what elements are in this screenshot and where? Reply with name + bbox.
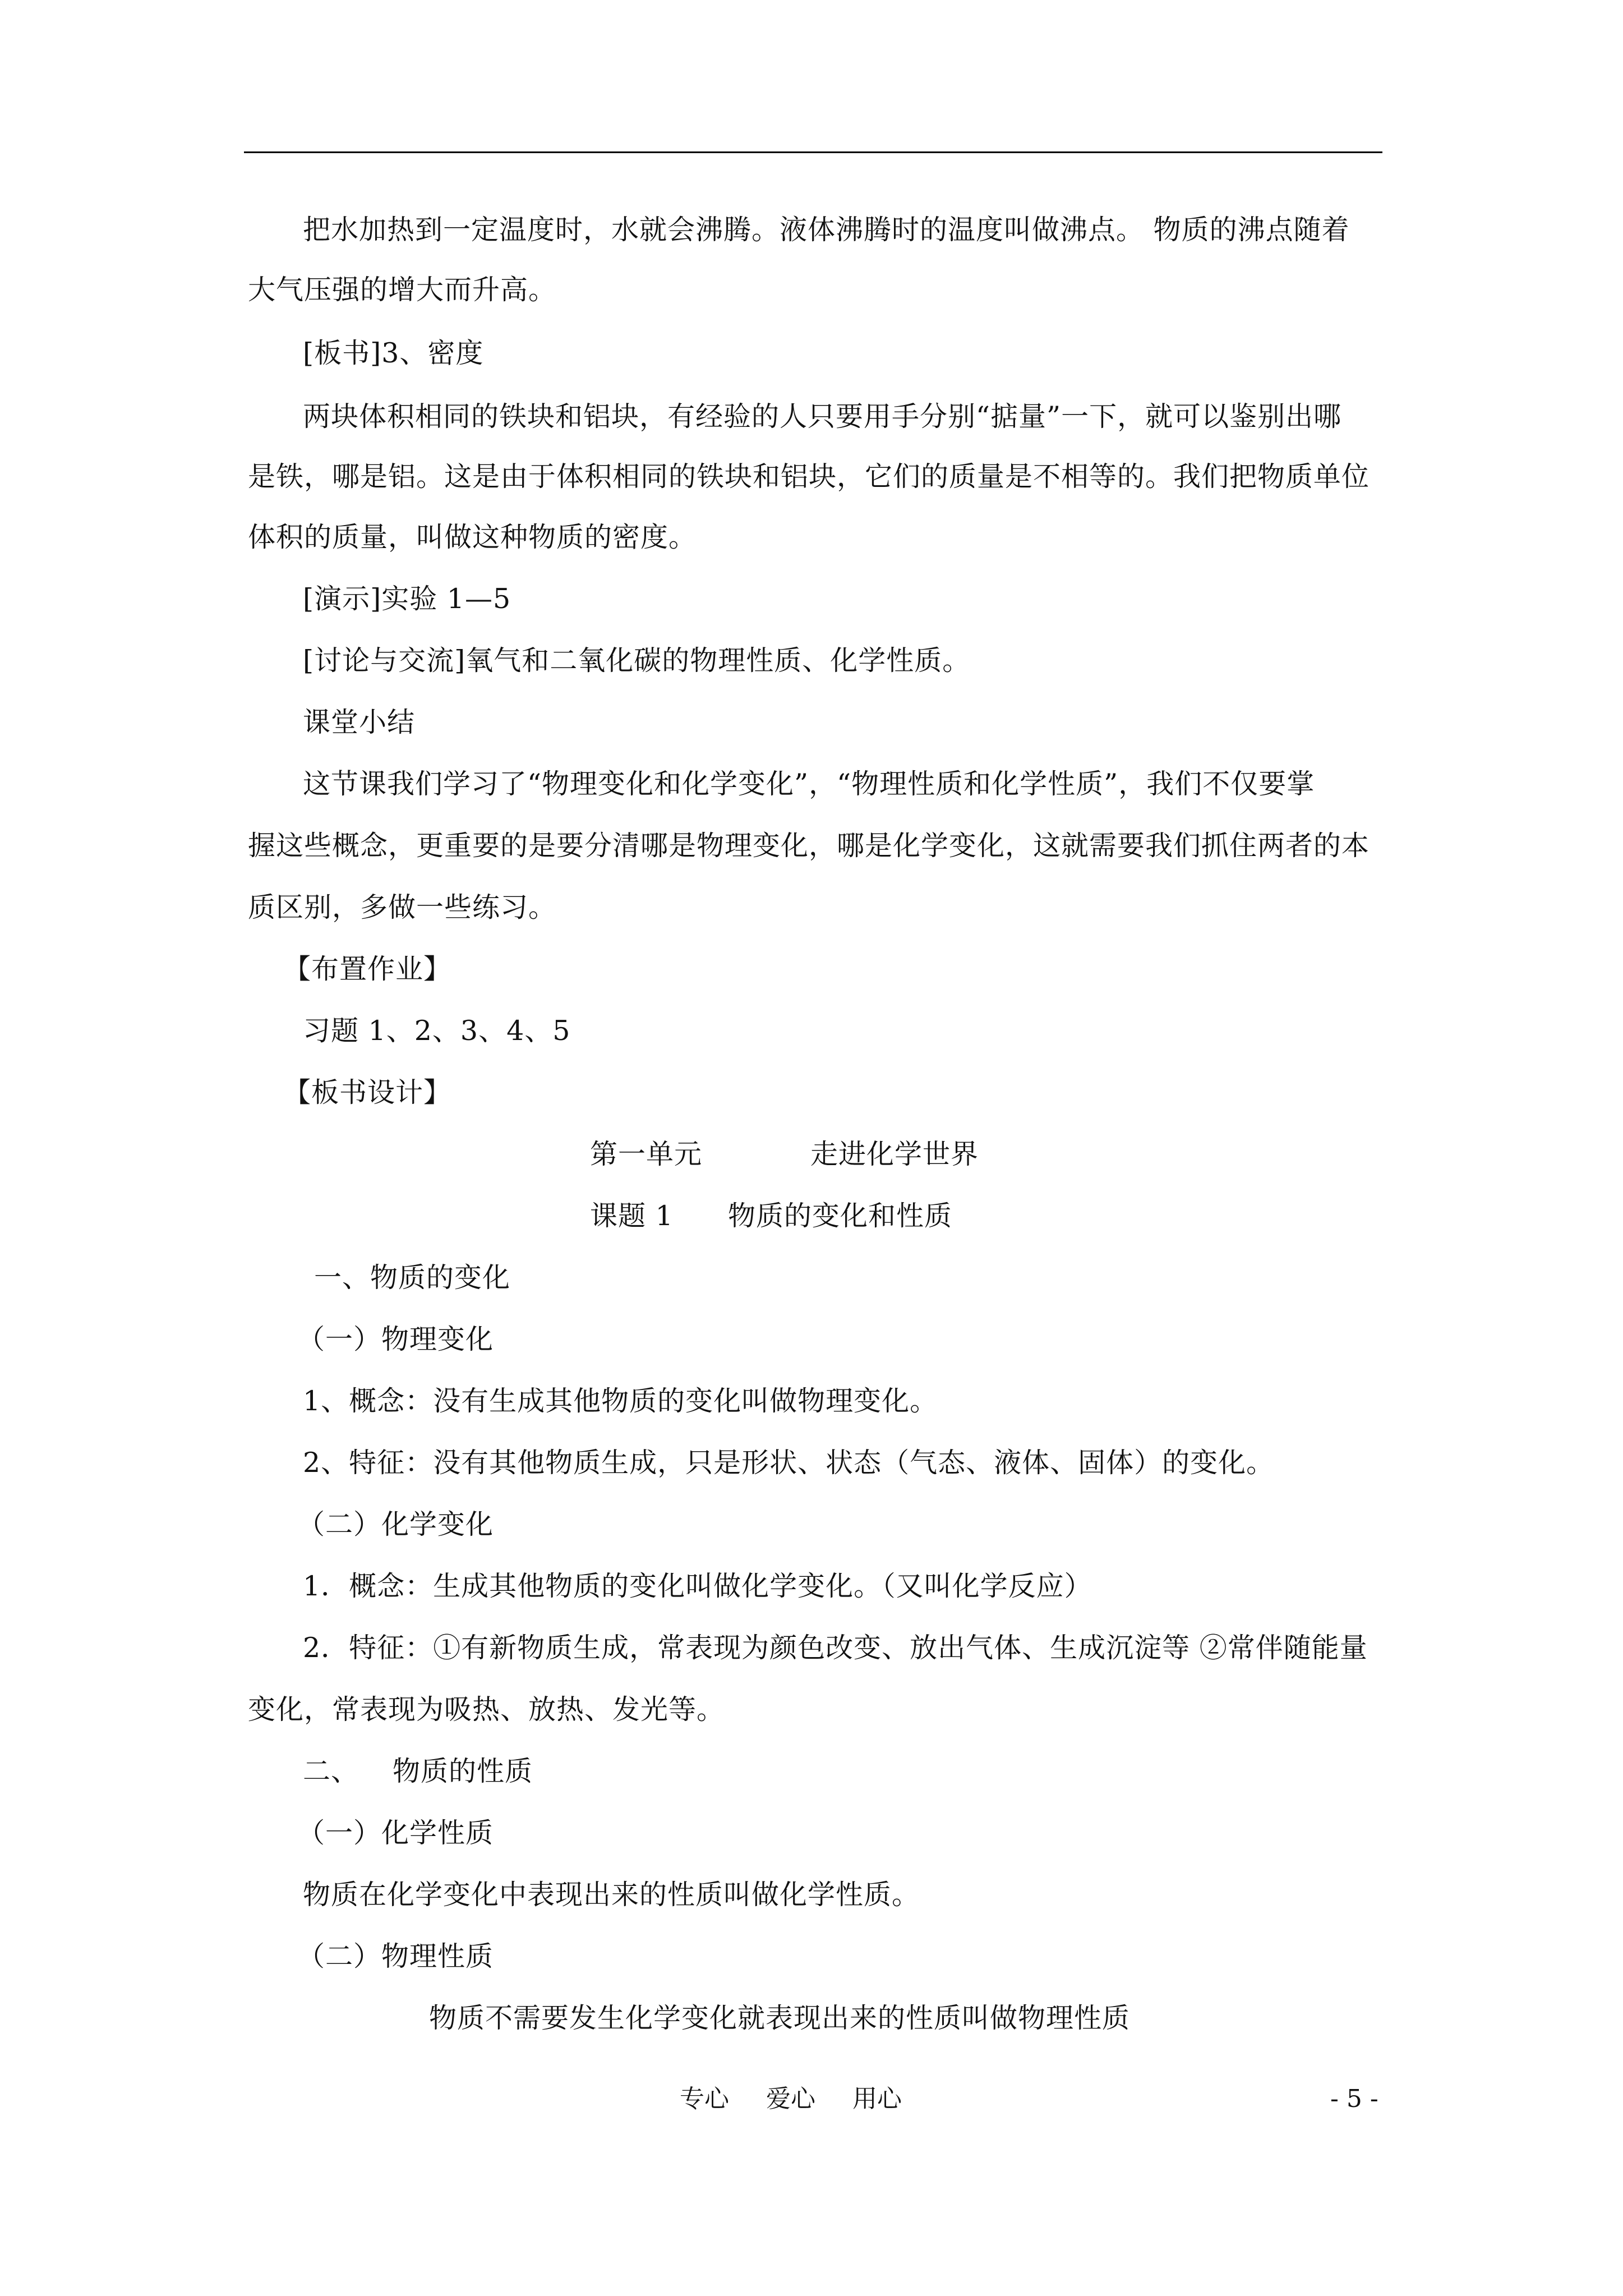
board-design-heading: 【板书设计】 — [283, 1076, 452, 1108]
section-2-sub-1: （一）化学性质 — [297, 1817, 494, 1849]
discussion-note: [讨论与交流]氧气和二氧化碳的物理性质、化学性质。 — [303, 645, 971, 677]
section-1-sub-2: （二）化学变化 — [297, 1508, 494, 1540]
summary-paragraph-line2: 握这些概念，更重要的是要分清哪是物理变化，哪是化学变化，这就需要我们抓住两者的本 — [248, 830, 1370, 862]
paragraph-density-line3: 体积的质量，叫做这种物质的密度。 — [248, 521, 697, 553]
section-1-sub-2-item-2-line2: 变化，常表现为吸热、放热、发光等。 — [248, 1694, 725, 1726]
footer-motto-focus: 专心 — [680, 2085, 729, 2113]
homework-heading: 【布置作业】 — [283, 953, 452, 985]
section-1-sub-1-item-1: 1、概念：没有生成其他物质的变化叫做物理变化。 — [303, 1385, 938, 1417]
summary-paragraph-line1: 这节课我们学习了“物理变化和化学变化”，“物理性质和化学性质”，我们不仅要掌 — [303, 768, 1315, 800]
section-1-sub-2-item-1: 1．概念：生成其他物质的变化叫做化学变化。（又叫化学反应） — [303, 1570, 1092, 1602]
summary-paragraph-line3: 质区别，多做一些练习。 — [248, 891, 557, 923]
section-2-heading-number: 二、 — [303, 1755, 359, 1787]
section-2-sub-2: （二）物理性质 — [297, 1940, 494, 1972]
demo-experiment: [演示]实验 1—5 — [303, 583, 511, 615]
unit-title-text: 走进化学世界 — [810, 1138, 979, 1170]
section-1-heading: 一、物质的变化 — [314, 1262, 511, 1294]
paragraph-boiling-line2: 大气压强的增大而升高。 — [248, 274, 557, 306]
header-rule — [244, 151, 1382, 153]
paragraph-boiling-line1: 把水加热到一定温度时，水就会沸腾。液体沸腾时的温度叫做沸点。 物质的沸点随着 — [303, 214, 1350, 246]
section-2-sub-2-definition: 物质不需要发生化学变化就表现出来的性质叫做物理性质 — [429, 2002, 1131, 2034]
unit-title-number: 第一单元 — [590, 1138, 703, 1170]
section-1-sub-1-item-2: 2、特征：没有其他物质生成，只是形状、状态（气态、液体、固体）的变化。 — [303, 1447, 1275, 1479]
paragraph-density-line1: 两块体积相同的铁块和铝块，有经验的人只要用手分别“掂量”一下，就可以鉴别出哪 — [303, 401, 1342, 432]
section-1-sub-1: （一）物理变化 — [297, 1323, 494, 1355]
footer-motto-care: 用心 — [852, 2085, 902, 2113]
paragraph-density-line2: 是铁，哪是铝。这是由于体积相同的铁块和铝块，它们的质量是不相等的。我们把物质单位 — [248, 461, 1370, 493]
section-2-heading-text: 物质的性质 — [393, 1755, 533, 1787]
section-2-sub-1-definition: 物质在化学变化中表现出来的性质叫做化学性质。 — [303, 1879, 920, 1911]
homework-exercises: 习题 1、2、3、4、5 — [303, 1015, 571, 1047]
page-number: - 5 - — [1330, 2085, 1378, 2113]
footer-motto-love: 爱心 — [766, 2085, 815, 2113]
section-1-sub-2-item-2-line1: 2．特征：①有新物质生成，常表现为颜色改变、放出气体、生成沉淀等 ②常伴随能量 — [303, 1632, 1368, 1664]
board-note-density: [板书]3、密度 — [303, 337, 484, 369]
summary-heading: 课堂小结 — [303, 706, 416, 738]
lesson-title-number: 课题 1 — [590, 1200, 674, 1232]
lesson-title-text: 物质的变化和性质 — [728, 1200, 953, 1232]
